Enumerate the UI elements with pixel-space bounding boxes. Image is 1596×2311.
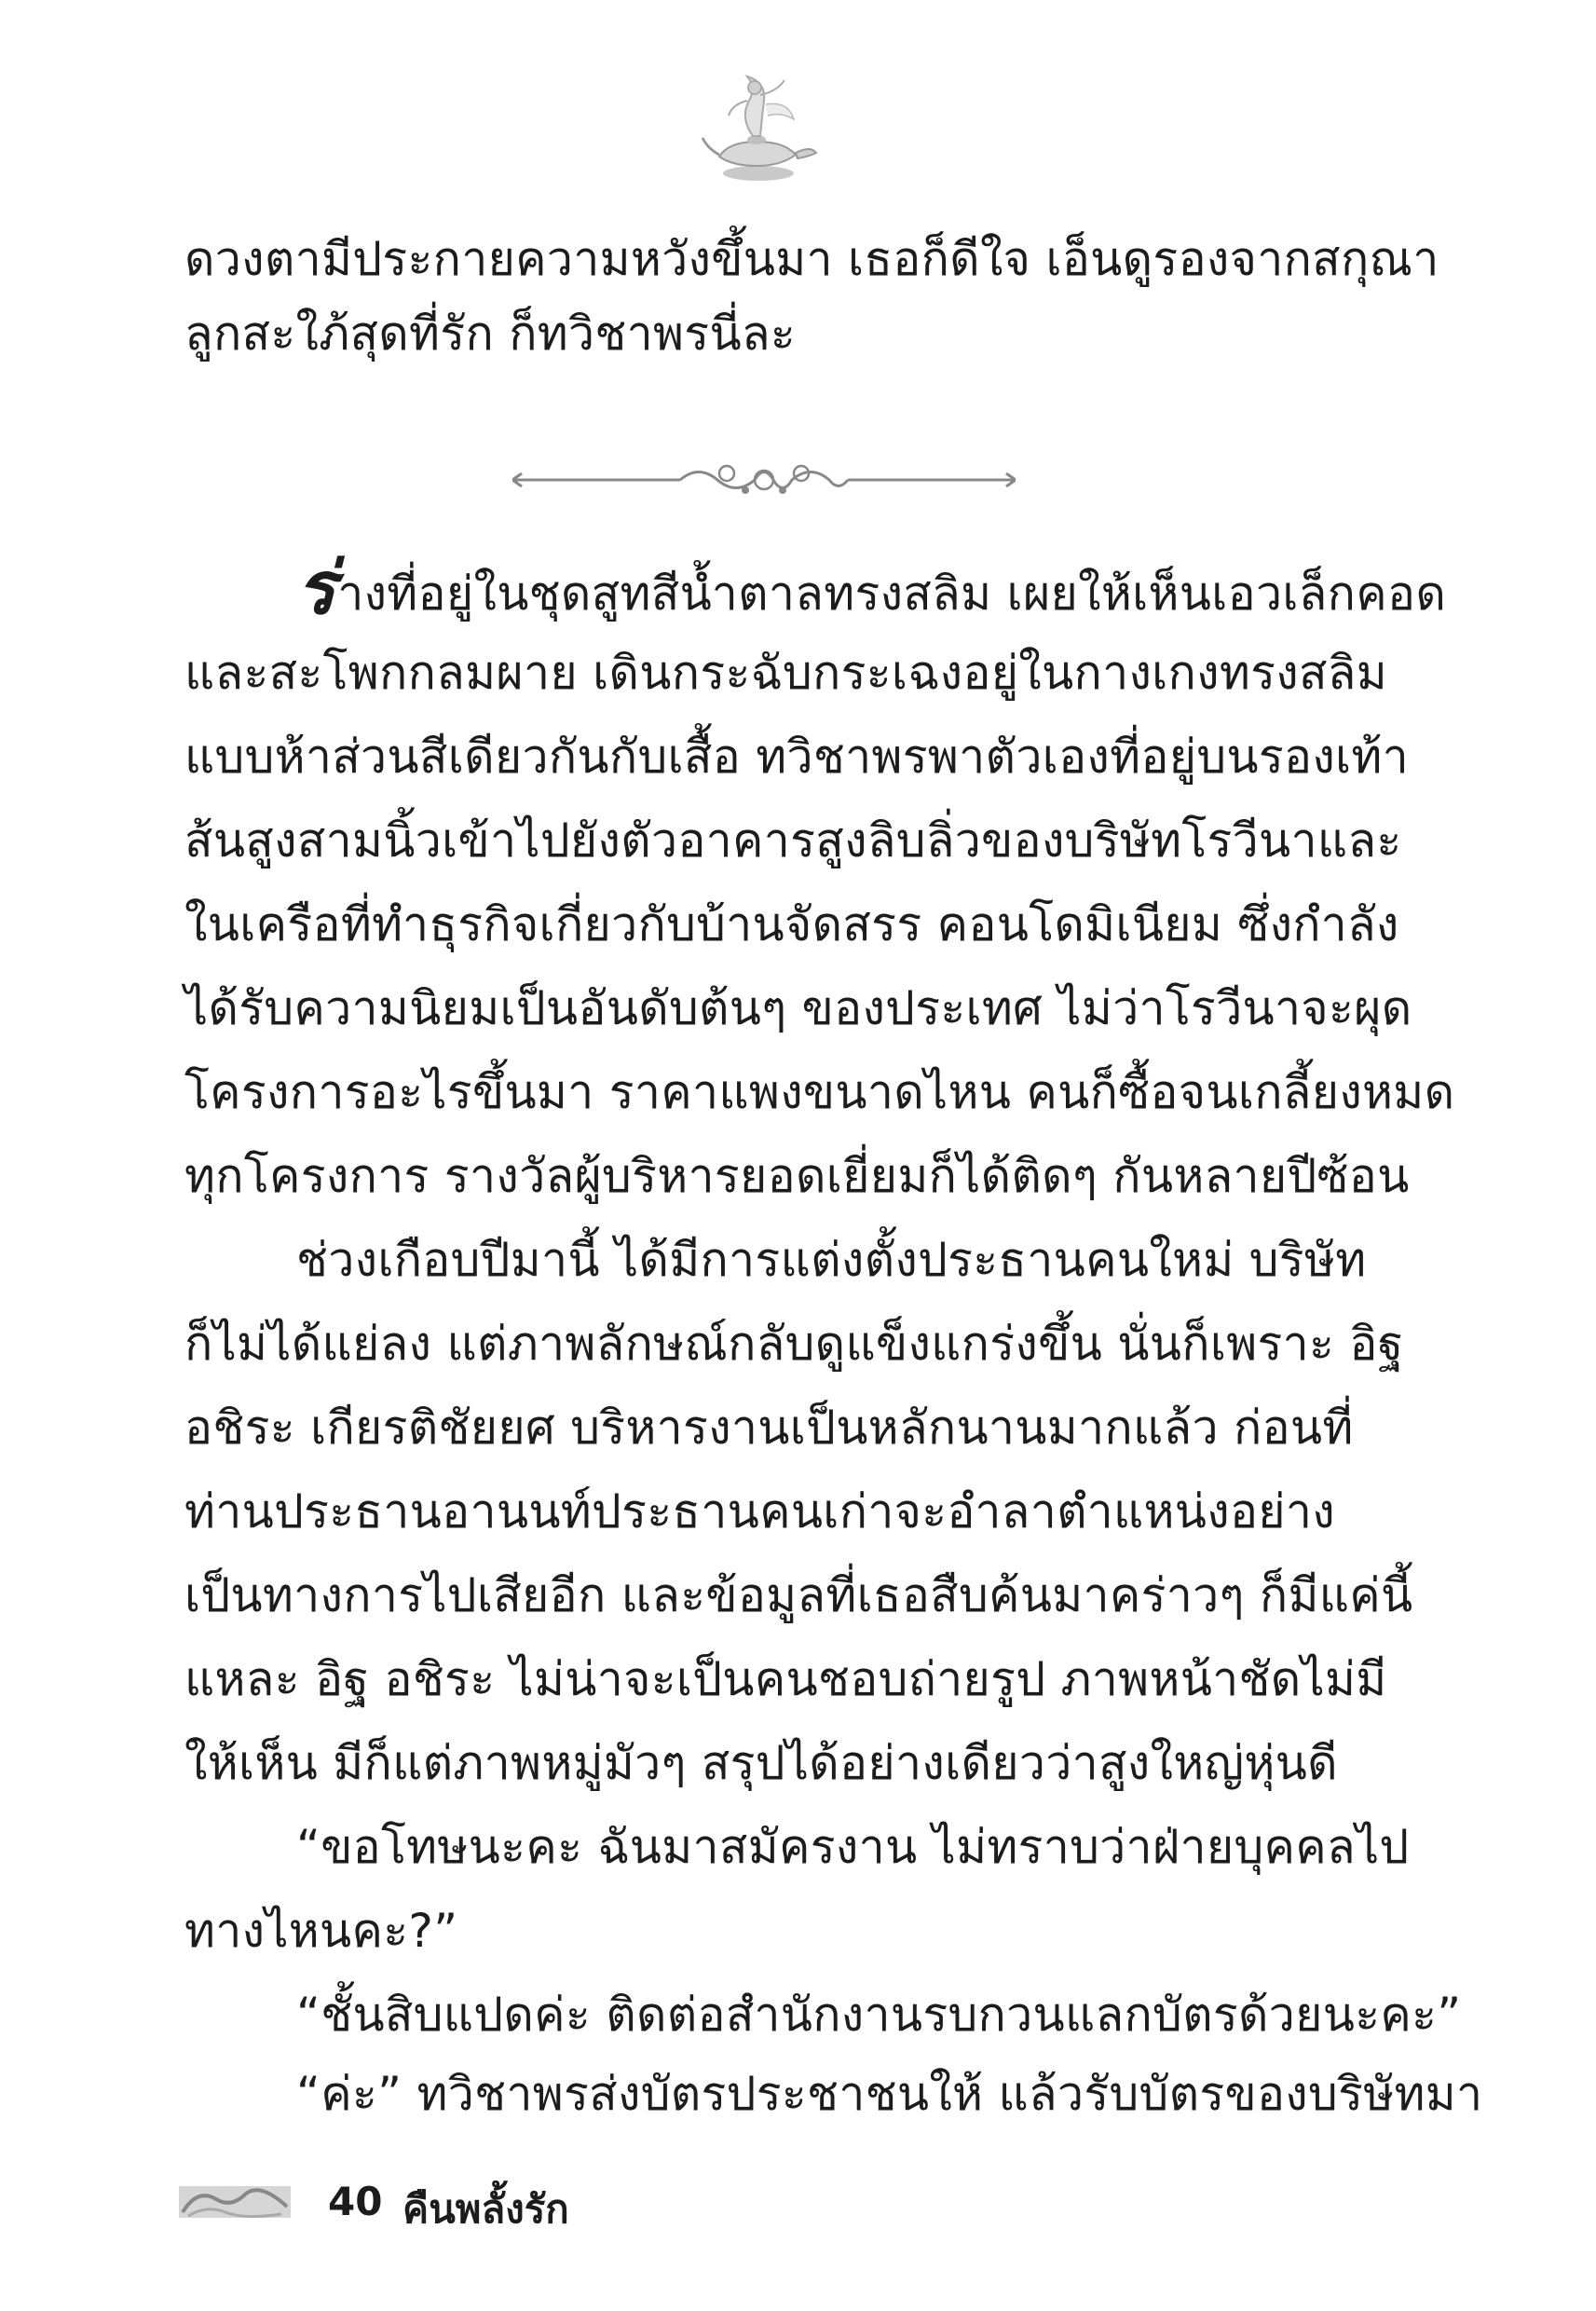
text-line: “ค่ะ” ทวิชาพรส่งบัตรประชาชนให้ แล้วรับบัตรของบริษัทมา bbox=[296, 2067, 1483, 2121]
text-line: ได้รับความนิยมเป็นอันดับต้นๆ ของประเทศ ไม่ว่าโรวีนาจะผุด bbox=[184, 981, 1412, 1035]
text-line: ทุกโครงการ รางวัลผู้บริหารยอดเยี่ยมก็ได้ติดๆ กันหลายปีซ้อน bbox=[184, 1149, 1410, 1203]
text-line: อชิระ เกียรติชัยยศ บริหารงานเป็นหลักนานมากแล้ว ก่อนที่ bbox=[184, 1401, 1354, 1455]
text-line: ในเครือที่ทำธุรกิจเกี่ยวกับบ้านจัดสรร คอนโดมิเนียม ซึ่งกำลัง bbox=[184, 897, 1399, 951]
page-number: 40 bbox=[328, 2179, 383, 2224]
text-line: ช่วงเกือบปีมานี้ ได้มีการแต่งตั้งประธานคนใหม่ บริษัท bbox=[296, 1233, 1367, 1287]
drop-cap: ร่ bbox=[296, 547, 336, 631]
text-line: ท่านประธานอานนท์ประธานคนเก่าจะอำลาตำแหน่งอย่าง bbox=[184, 1484, 1335, 1538]
text-line: ก็ไม่ได้แย่ลง แต่ภาพลักษณ์กลับดูแข็งแกร่งขึ้น นั่นก็เพราะ อิฐ bbox=[184, 1317, 1404, 1371]
text-line: ดวงตามีประกายความหวังขึ้นมา เธอก็ดีใจ เอ็นดูรองจากสกุณา bbox=[184, 232, 1439, 286]
ornamental-divider bbox=[512, 447, 1016, 513]
text-line: โครงการอะไรขึ้นมา ราคาแพงขนาดไหน คนก็ซื้อจนเกลี้ยงหมด bbox=[184, 1065, 1455, 1119]
text-line: “ขอโทษนะคะ ฉันมาสมัครงาน ไม่ทราบว่าฝ่ายบุคคลไป bbox=[296, 1820, 1410, 1874]
book-title: คืนพลั้งรัก bbox=[402, 2186, 569, 2232]
text-line: “ชั้นสิบแปดค่ะ ติดต่อสำนักงานรบกวนแลกบัตรด้วยนะคะ” bbox=[296, 1988, 1462, 2042]
text-line: แบบห้าส่วนสีเดียวกันกับเสื้อ ทวิชาพรพาตัวเองที่อยู่บนรองเท้า bbox=[184, 730, 1410, 784]
text-line: แหละ อิฐ อชิระ ไม่น่าจะเป็นคนชอบถ่ายรูป ภาพหน้าชัดไม่มี bbox=[184, 1652, 1387, 1706]
text-line: ให้เห็น มีก็แต่ภาพหมู่มัวๆ สรุปได้อย่างเดียวว่าสูงใหญ่หุ่นดี bbox=[184, 1736, 1338, 1790]
text-line: เป็นทางการไปเสียอีก และข้อมูลที่เธอสืบค้นมาคร่าวๆ ก็มีแค่นี้ bbox=[184, 1568, 1413, 1622]
text-line: ร่างที่อยู่ในชุดสูทสีน้ำตาลทรงสลิม เผยให้เห็นเอวเล็กคอด bbox=[296, 547, 1447, 631]
text-line: ทางไหนคะ?” bbox=[184, 1904, 458, 1958]
genie-lamp-icon bbox=[691, 63, 822, 194]
decorative-footer-icon bbox=[179, 2179, 291, 2225]
text-line: ส้นสูงสามนิ้วเข้าไปยังตัวอาคารสูงลิบลิ่วของบริษัทโรวีนาและ bbox=[184, 814, 1402, 868]
text-line: และสะโพกกลมผาย เดินกระฉับกระเฉงอยู่ในกางเกงทรงสลิม bbox=[184, 646, 1387, 700]
text-line: ลูกสะใภ้สุดที่รัก ก็ทวิชาพรนี่ละ bbox=[184, 307, 797, 361]
